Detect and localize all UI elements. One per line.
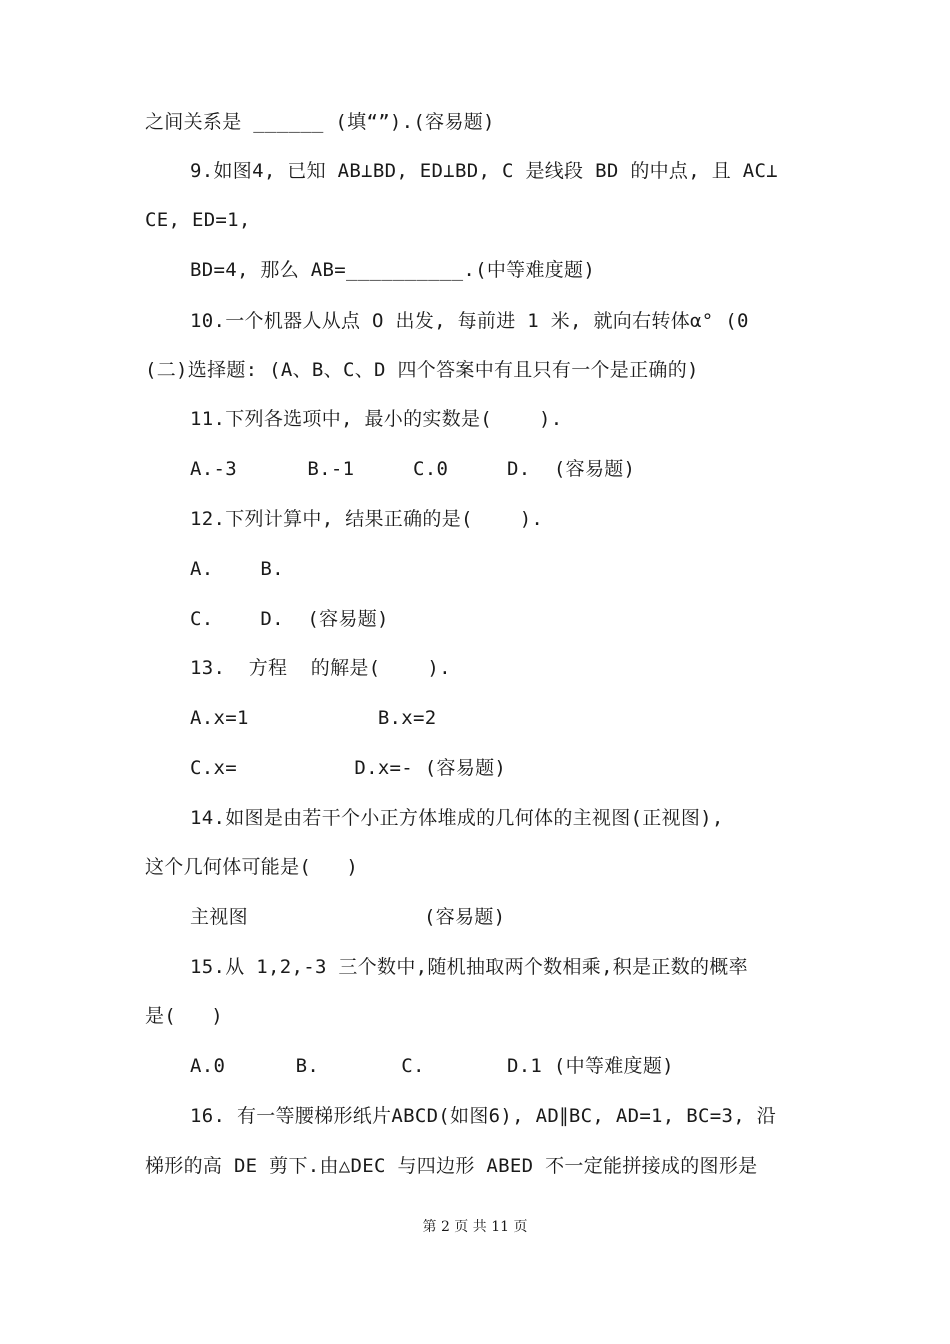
section-heading-choice: (二)选择题: (A、B、C、D 四个答案中有且只有一个是正确的) xyxy=(145,359,699,381)
question-9-line-1: 9.如图4, 已知 AB⊥BD, ED⊥BD, C 是线段 BD 的中点, 且 AC⊥ xyxy=(190,160,778,182)
question-12-options-cd: C. D. (容易题) xyxy=(190,608,389,630)
question-16-line-2: 梯形的高 DE 剪下.由△DEC 与四边形 ABED 不一定能拼接成的图形是 xyxy=(145,1155,758,1177)
question-9-line-3: BD=4, 那么 AB=__________.(中等难度题) xyxy=(190,259,596,281)
question-14-line-2: 这个几何体可能是( ) xyxy=(145,856,359,878)
question-13: 13. 方程 的解是( ). xyxy=(190,657,451,679)
question-11: 11.下列各选项中, 最小的实数是( ). xyxy=(190,408,563,430)
question-11-options: A.-3 B.-1 C.0 D. (容易题) xyxy=(190,458,636,480)
question-9-line-2: CE, ED=1, xyxy=(145,209,251,231)
question-15-options: A.0 B. C. D.1 (中等难度题) xyxy=(190,1055,674,1077)
question-16-line-1: 16. 有一等腰梯形纸片ABCD(如图6), AD∥BC, AD=1, BC=3, 沿 xyxy=(190,1105,777,1127)
question-12: 12.下列计算中, 结果正确的是( ). xyxy=(190,508,544,530)
question-15-line-1: 15.从 1,2,-3 三个数中,随机抽取两个数相乘,积是正数的概率 xyxy=(190,956,748,978)
text-line-1: 之间关系是 ______ (填“”).(容易题) xyxy=(145,111,495,133)
question-14-line-1: 14.如图是由若干个小正方体堆成的几何体的主视图(正视图), xyxy=(190,807,724,829)
question-15-line-2: 是( ) xyxy=(145,1005,223,1027)
question-10-line: 10.一个机器人从点 O 出发, 每前进 1 米, 就向右转体α° (0 xyxy=(190,310,749,332)
question-14-figure-caption: 主视图 (容易题) xyxy=(190,906,506,928)
question-13-options-ab: A.x=1 B.x=2 xyxy=(190,707,437,729)
question-13-options-cd: C.x= D.x=- (容易题) xyxy=(190,757,507,779)
page-number-footer: 第 2 页 共 11 页 xyxy=(422,1219,528,1235)
question-12-options-ab: A. B. xyxy=(190,558,284,580)
